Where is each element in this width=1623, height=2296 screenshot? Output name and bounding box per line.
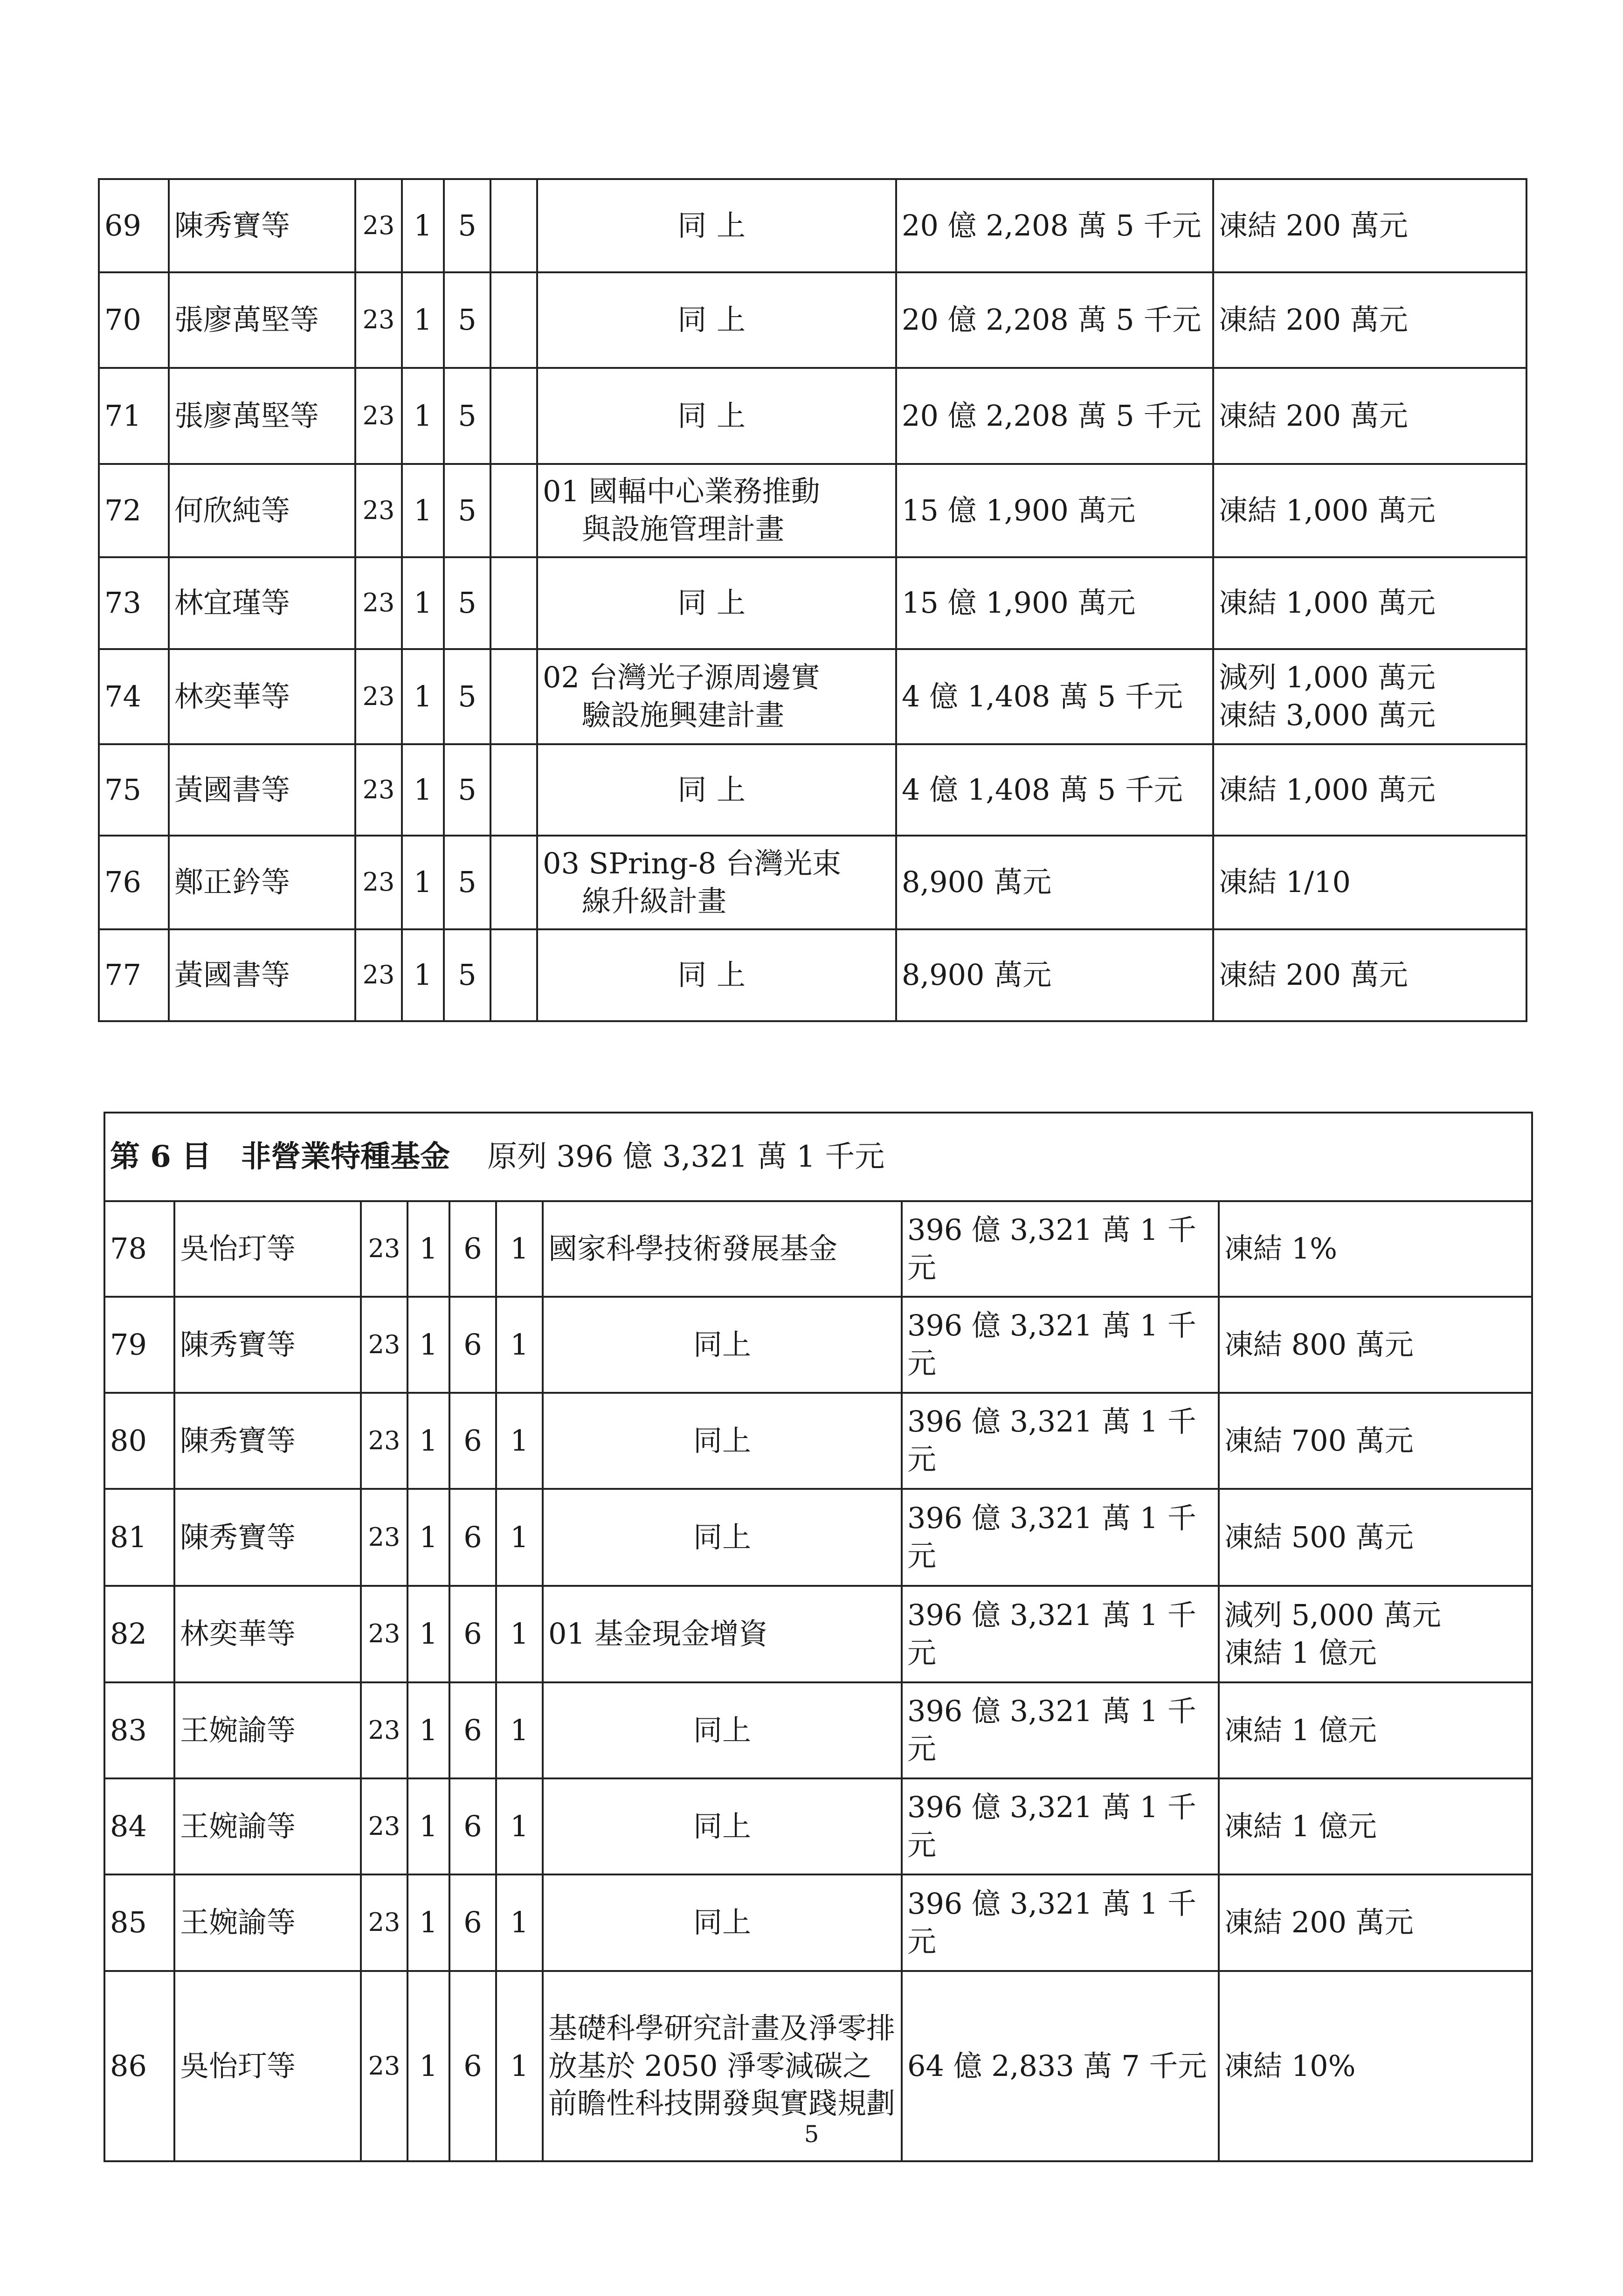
table-row <box>99 836 1526 929</box>
resolution-action <box>1219 1297 1532 1393</box>
code-item: 5 <box>444 557 490 649</box>
budget-amount: 396 億 3,321 萬 1 千元 <box>902 1682 1219 1778</box>
proposer-name: 吳怡玎等 <box>174 1201 361 1297</box>
proposer-name: 王婉諭等 <box>174 1778 361 1874</box>
code-section: 1 <box>407 1874 449 1971</box>
table-row <box>104 1778 1532 1874</box>
budget-item-line: 線升級計畫 <box>582 884 727 918</box>
code-section: 1 <box>402 929 444 1021</box>
budget-item: 基礎科學研究計畫及淨零排放基於 2050 淨零減碳之前瞻性科技開發與實踐規劃 <box>543 1971 902 2161</box>
row-number: 70 <box>99 272 169 368</box>
budget-item: 同上 <box>537 368 896 464</box>
proposer-name: 王婉諭等 <box>174 1682 361 1778</box>
code-item: 6 <box>449 1778 496 1874</box>
row-number: 77 <box>99 929 169 1021</box>
resolution-line: 凍結 1 億元 <box>1224 1713 1377 1747</box>
budget-amount: 15 億 1,900 萬元 <box>896 464 1213 557</box>
proposer-name: 陳秀寶等 <box>169 179 355 272</box>
table-row <box>99 464 1526 557</box>
table-row <box>104 1201 1532 1297</box>
code-subitem: 1 <box>496 1586 543 1682</box>
code-item: 5 <box>444 464 490 557</box>
resolution-action <box>1219 1682 1532 1778</box>
table-row <box>104 1682 1532 1778</box>
code-section: 1 <box>402 272 444 368</box>
code-ministry: 23 <box>355 836 402 929</box>
code-section: 1 <box>407 1778 449 1874</box>
code-subitem <box>490 464 537 557</box>
table-row <box>104 1874 1532 1971</box>
resolution-action <box>1213 836 1526 929</box>
proposer-name: 陳秀寶等 <box>174 1297 361 1393</box>
resolution-line: 凍結 700 萬元 <box>1224 1423 1414 1458</box>
row-number: 83 <box>104 1682 174 1778</box>
budget-amount: 20 億 2,208 萬 5 千元 <box>896 179 1213 272</box>
code-item: 6 <box>449 1971 496 2161</box>
code-ministry: 23 <box>355 368 402 464</box>
resolution-line: 凍結 200 萬元 <box>1219 398 1408 433</box>
section-cell <box>104 1113 1532 1201</box>
table-row <box>99 368 1526 464</box>
section-original-amount: 原列 396 億 3,321 萬 1 千元 <box>487 1139 885 1174</box>
table-body-upper <box>99 179 1526 1021</box>
row-number: 72 <box>99 464 169 557</box>
resolution-line: 凍結 200 萬元 <box>1219 303 1408 337</box>
resolution-action <box>1213 929 1526 1021</box>
budget-amount: 396 億 3,321 萬 1 千元 <box>902 1201 1219 1297</box>
code-ministry: 23 <box>355 929 402 1021</box>
budget-table-upper <box>98 178 1527 1022</box>
code-section: 1 <box>402 557 444 649</box>
code-section: 1 <box>407 1393 449 1489</box>
row-number: 73 <box>99 557 169 649</box>
code-section: 1 <box>407 1489 449 1586</box>
row-number: 84 <box>104 1778 174 1874</box>
resolution-action <box>1213 464 1526 557</box>
table-row <box>104 1586 1532 1682</box>
budget-amount: 396 億 3,321 萬 1 千元 <box>902 1586 1219 1682</box>
resolution-action <box>1213 557 1526 649</box>
code-section: 1 <box>402 179 444 272</box>
code-item: 5 <box>444 744 490 836</box>
budget-item: 同上 <box>537 272 896 368</box>
code-item: 5 <box>444 836 490 929</box>
code-subitem <box>490 744 537 836</box>
row-number: 85 <box>104 1874 174 1971</box>
proposer-name: 張廖萬堅等 <box>169 368 355 464</box>
code-section: 1 <box>402 368 444 464</box>
code-subitem <box>490 557 537 649</box>
code-subitem: 1 <box>496 1489 543 1586</box>
code-item: 6 <box>449 1682 496 1778</box>
budget-item: 同上 <box>537 179 896 272</box>
code-subitem: 1 <box>496 1393 543 1489</box>
code-section: 1 <box>407 1297 449 1393</box>
resolution-line: 凍結 10% <box>1224 2048 1356 2083</box>
row-number: 79 <box>104 1297 174 1393</box>
resolution-line: 凍結 1,000 萬元 <box>1219 772 1436 807</box>
resolution-action <box>1213 179 1526 272</box>
row-number: 76 <box>99 836 169 929</box>
resolution-line: 凍結 200 萬元 <box>1224 1905 1414 1940</box>
code-item: 5 <box>444 272 490 368</box>
code-section: 1 <box>407 1586 449 1682</box>
code-subitem: 1 <box>496 1201 543 1297</box>
code-item: 5 <box>444 368 490 464</box>
proposer-name: 林奕華等 <box>174 1586 361 1682</box>
budget-amount: 15 億 1,900 萬元 <box>896 557 1213 649</box>
code-item: 6 <box>449 1586 496 1682</box>
section-heading: 第 6 目 非營業特種基金 <box>110 1139 450 1174</box>
budget-item: 同上 <box>537 557 896 649</box>
table-row <box>99 557 1526 649</box>
row-number: 81 <box>104 1489 174 1586</box>
code-subitem <box>490 272 537 368</box>
resolution-action <box>1213 368 1526 464</box>
resolution-line: 凍結 1/10 <box>1219 865 1351 899</box>
budget-item: 同上 <box>543 1874 902 1971</box>
budget-item <box>537 649 896 744</box>
proposer-name: 陳秀寶等 <box>174 1393 361 1489</box>
code-ministry: 23 <box>361 1778 407 1874</box>
code-item: 6 <box>449 1393 496 1489</box>
resolution-line: 減列 1,000 萬元 <box>1219 660 1436 695</box>
code-section: 1 <box>407 1201 449 1297</box>
code-item: 5 <box>444 649 490 744</box>
section-row <box>104 1113 1532 1201</box>
budget-item-line: 與設施管理計畫 <box>582 512 785 546</box>
row-number: 74 <box>99 649 169 744</box>
budget-item: 同上 <box>537 929 896 1021</box>
code-subitem: 1 <box>496 1971 543 2161</box>
proposer-name: 林宜瑾等 <box>169 557 355 649</box>
code-ministry: 23 <box>361 1393 407 1489</box>
code-item: 5 <box>444 929 490 1021</box>
budget-amount: 396 億 3,321 萬 1 千元 <box>902 1297 1219 1393</box>
code-ministry: 23 <box>355 272 402 368</box>
row-number: 71 <box>99 368 169 464</box>
row-number: 78 <box>104 1201 174 1297</box>
budget-amount: 4 億 1,408 萬 5 千元 <box>896 649 1213 744</box>
code-subitem: 1 <box>496 1682 543 1778</box>
code-item: 6 <box>449 1489 496 1586</box>
resolution-action <box>1219 1778 1532 1874</box>
budget-amount: 64 億 2,833 萬 7 千元 <box>902 1971 1219 2161</box>
code-ministry: 23 <box>355 464 402 557</box>
code-ministry: 23 <box>361 1489 407 1586</box>
proposer-name: 黃國書等 <box>169 744 355 836</box>
proposer-name: 何欣純等 <box>169 464 355 557</box>
code-ministry: 23 <box>355 744 402 836</box>
code-ministry: 23 <box>361 1682 407 1778</box>
resolution-line: 凍結 500 萬元 <box>1224 1520 1414 1554</box>
budget-item <box>537 836 896 929</box>
budget-table-lower <box>104 1112 1533 2162</box>
proposer-name: 吳怡玎等 <box>174 1971 361 2161</box>
budget-item: 同上 <box>543 1297 902 1393</box>
budget-item: 同上 <box>543 1393 902 1489</box>
resolution-action <box>1213 272 1526 368</box>
code-item: 6 <box>449 1201 496 1297</box>
resolution-action <box>1219 1489 1532 1586</box>
resolution-line: 減列 5,000 萬元 <box>1224 1598 1441 1632</box>
table-row <box>104 1297 1532 1393</box>
code-ministry: 23 <box>361 1586 407 1682</box>
code-subitem <box>490 368 537 464</box>
code-section: 1 <box>402 464 444 557</box>
code-section: 1 <box>402 836 444 929</box>
code-section: 1 <box>407 1682 449 1778</box>
budget-amount: 8,900 萬元 <box>896 929 1213 1021</box>
code-subitem <box>490 929 537 1021</box>
proposer-name: 王婉諭等 <box>174 1874 361 1971</box>
budget-item-line: 驗設施興建計畫 <box>582 698 785 732</box>
proposer-name: 林奕華等 <box>169 649 355 744</box>
code-item: 6 <box>449 1297 496 1393</box>
resolution-line: 凍結 1,000 萬元 <box>1219 493 1436 527</box>
table-row <box>104 1489 1532 1586</box>
budget-amount: 8,900 萬元 <box>896 836 1213 929</box>
row-number: 75 <box>99 744 169 836</box>
resolution-action <box>1219 1393 1532 1489</box>
row-number: 82 <box>104 1586 174 1682</box>
budget-item: 01 基金現金增資 <box>543 1586 902 1682</box>
row-number: 86 <box>104 1971 174 2161</box>
code-subitem <box>490 836 537 929</box>
code-ministry: 23 <box>361 1201 407 1297</box>
resolution-line: 凍結 200 萬元 <box>1219 958 1408 992</box>
budget-item-line: 01 國輻中心業務推動 <box>543 474 820 509</box>
budget-item: 國家科學技術發展基金 <box>543 1201 902 1297</box>
code-section: 1 <box>402 744 444 836</box>
code-subitem: 1 <box>496 1778 543 1874</box>
code-ministry: 23 <box>361 1971 407 2161</box>
budget-amount: 396 億 3,321 萬 1 千元 <box>902 1393 1219 1489</box>
resolution-action <box>1219 1201 1532 1297</box>
code-ministry: 23 <box>361 1874 407 1971</box>
code-ministry: 23 <box>355 557 402 649</box>
budget-item-line: 03 SPring-8 台灣光束 <box>543 846 841 880</box>
resolution-line: 凍結 800 萬元 <box>1224 1327 1414 1362</box>
code-ministry: 23 <box>355 179 402 272</box>
table-row <box>104 1393 1532 1489</box>
resolution-action <box>1213 649 1526 744</box>
budget-amount: 20 億 2,208 萬 5 千元 <box>896 368 1213 464</box>
table-body-lower <box>104 1113 1532 2161</box>
table-row <box>99 272 1526 368</box>
code-subitem: 1 <box>496 1874 543 1971</box>
proposer-name: 黃國書等 <box>169 929 355 1021</box>
resolution-line: 凍結 3,000 萬元 <box>1219 698 1436 732</box>
code-ministry: 23 <box>361 1297 407 1393</box>
page-number: 5 <box>804 2121 819 2148</box>
table-row <box>99 744 1526 836</box>
code-ministry: 23 <box>355 649 402 744</box>
budget-item: 同上 <box>543 1778 902 1874</box>
resolution-action <box>1219 1586 1532 1682</box>
budget-item: 同上 <box>537 744 896 836</box>
code-subitem <box>490 649 537 744</box>
resolution-line: 凍結 1 億元 <box>1224 1809 1377 1843</box>
resolution-action <box>1213 744 1526 836</box>
code-section: 1 <box>402 649 444 744</box>
code-item: 6 <box>449 1874 496 1971</box>
row-number: 69 <box>99 179 169 272</box>
row-number: 80 <box>104 1393 174 1489</box>
resolution-line: 凍結 1,000 萬元 <box>1219 586 1436 620</box>
resolution-action <box>1219 1874 1532 1971</box>
table-row <box>99 649 1526 744</box>
proposer-name: 陳秀寶等 <box>174 1489 361 1586</box>
budget-item: 同上 <box>543 1682 902 1778</box>
proposer-name: 張廖萬堅等 <box>169 272 355 368</box>
budget-item-line: 02 台灣光子源周邊實 <box>543 660 820 695</box>
code-subitem: 1 <box>496 1297 543 1393</box>
budget-amount: 396 億 3,321 萬 1 千元 <box>902 1874 1219 1971</box>
resolution-line: 凍結 1% <box>1224 1231 1338 1266</box>
table-row <box>99 179 1526 272</box>
table-row <box>99 929 1526 1021</box>
code-subitem <box>490 179 537 272</box>
code-section: 1 <box>407 1971 449 2161</box>
budget-amount: 4 億 1,408 萬 5 千元 <box>896 744 1213 836</box>
budget-amount: 20 億 2,208 萬 5 千元 <box>896 272 1213 368</box>
budget-item <box>537 464 896 557</box>
budget-amount: 396 億 3,321 萬 1 千元 <box>902 1489 1219 1586</box>
proposer-name: 鄭正鈐等 <box>169 836 355 929</box>
resolution-line: 凍結 200 萬元 <box>1219 208 1408 242</box>
code-item: 5 <box>444 179 490 272</box>
resolution-line: 凍結 1 億元 <box>1224 1635 1377 1670</box>
budget-item: 同上 <box>543 1489 902 1586</box>
budget-amount: 396 億 3,321 萬 1 千元 <box>902 1778 1219 1874</box>
